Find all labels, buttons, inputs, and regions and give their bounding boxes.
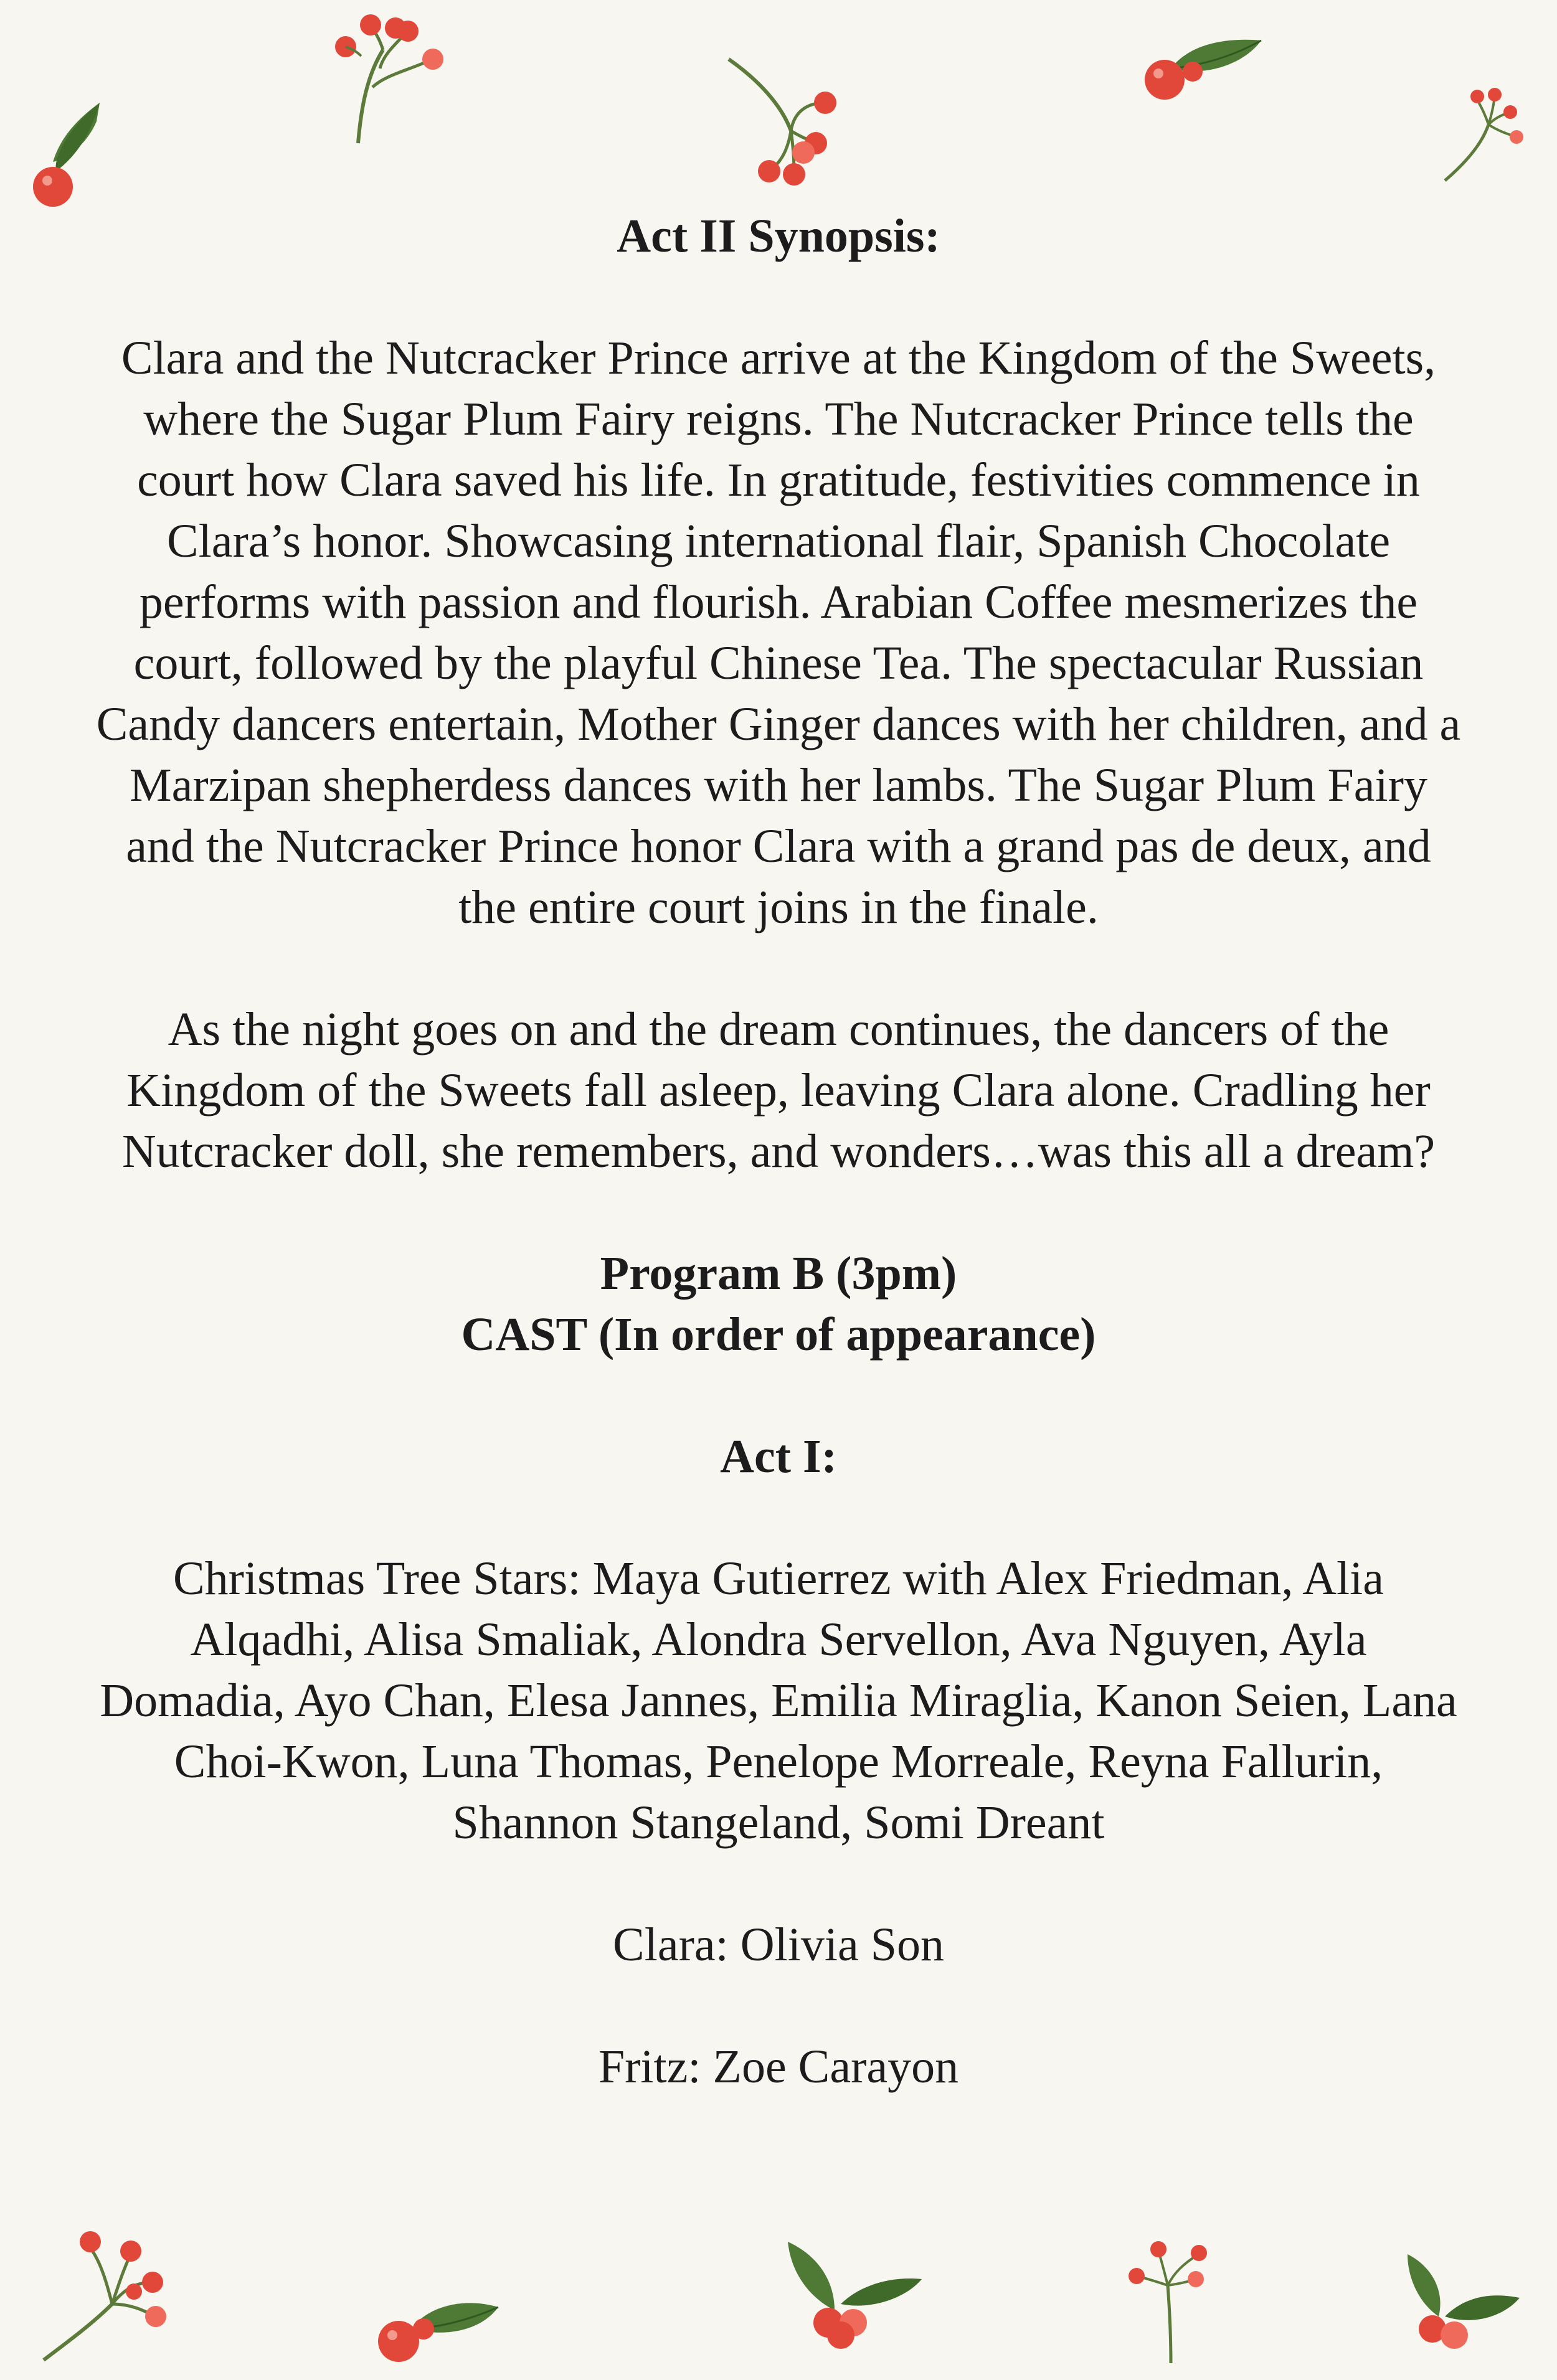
cast-heading: CAST (In order of appearance) <box>461 1308 1096 1361</box>
act2-synopsis-paragraph-1: Clara and the Nutcracker Prince arrive at the Kingdom of the Sweets, where the Sugar Plum Fairy reigns. The Nutcracker Prince tells the court how Clara saved his life. In gratitude, festivities commence in Clara’s honor. Showcasing international flair, Spanish Chocolate performs with passion and flourish. Arabian Coffee mesmerizes the court, followed by the playful Chinese Tea. The spectacular Russian Candy dancers entertain, Mother Ginger dances with her children, and a Marzipan shepherdess dances with her lambs. The Sugar Plum Fairy and the Nutcracker Prince honor Clara with a grand pas de deux, and the entire court joins in the finale. <box>96 332 1461 933</box>
holly-leaf-icon <box>1395 2242 1526 2360</box>
christmas-tree-stars-cast: Christmas Tree Stars: Maya Gutierrez with Alex Friedman, Alia Alqadhi, Alisa Smaliak, Alondra Servellon, Ava Nguyen, Ayla Domadia, Ayo Chan, Elesa Jannes, Emilia Miraglia, Kanon Seien, Lana Choi-Kwon, Luna Thomas, Penelope Morreale, Reyna Fallurin, Shannon Stangeland, Somi Dreant <box>100 1552 1457 1849</box>
holly-leaf-icon <box>1133 31 1271 106</box>
berry-sprig-icon <box>1121 2236 1233 2366</box>
program-page <box>93 205 1464 2097</box>
berry-sprig-icon <box>324 12 461 149</box>
berry-sprig-icon <box>37 2223 181 2366</box>
berry-sprig-icon <box>1439 81 1532 187</box>
holly-leaf-icon <box>25 93 118 224</box>
holly-leaf-icon <box>367 2279 511 2373</box>
act1-heading: Act I: <box>720 1430 837 1483</box>
act2-synopsis-heading: Act II Synopsis: <box>617 210 940 262</box>
clara-cast: Clara: Olivia Son <box>613 1919 944 1971</box>
berry-sprig-icon <box>722 50 859 193</box>
holly-leaf-icon <box>772 2229 928 2354</box>
program-title: Program B (3pm) <box>600 1247 957 1300</box>
fritz-cast: Fritz: Zoe Carayon <box>598 2041 959 2093</box>
act2-synopsis-paragraph-2: As the night goes on and the dream continues, the dancers of the Kingdom of the Sweets fall asleep, leaving Clara alone. Cradling her Nutcracker doll, she remembers, and wonders…was this all a dream? <box>121 1003 1436 1178</box>
